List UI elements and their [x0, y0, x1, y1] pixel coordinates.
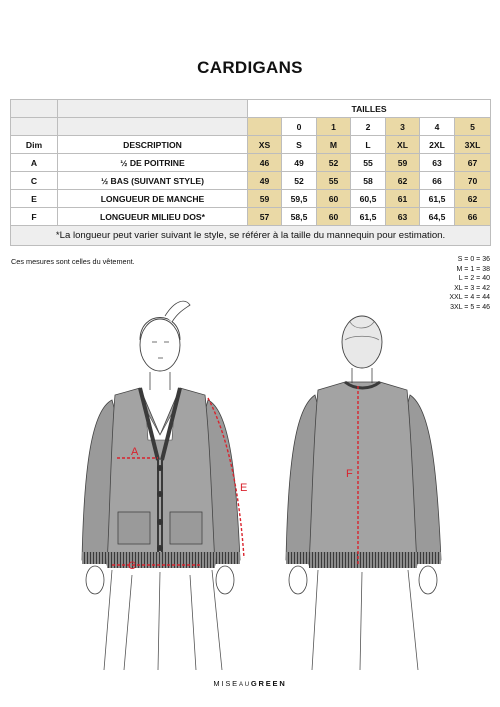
empty-cell	[58, 118, 248, 136]
value-cell: 61	[386, 190, 420, 208]
size-letter: S	[282, 136, 317, 154]
measure-label-c: C	[128, 560, 136, 572]
size-letter: L	[351, 136, 386, 154]
note-row	[11, 226, 491, 246]
empty-cell	[248, 118, 282, 136]
description-cell: LONGUEUR MILIEU DOS*	[58, 208, 248, 226]
value-cell: 60	[317, 208, 351, 226]
size-table	[10, 99, 491, 246]
header-row-letters	[11, 136, 491, 154]
value-cell: 62	[455, 190, 491, 208]
length-note: *La longueur peut varier suivant le style, se référer à la taille du mannequin pour estimation.	[11, 226, 491, 246]
value-cell: 49	[248, 172, 282, 190]
value-cell: 70	[455, 172, 491, 190]
measure-label-e: E	[240, 482, 248, 494]
value-cell: 60	[317, 190, 351, 208]
measure-label-a: A	[131, 446, 139, 458]
value-cell: 63	[420, 154, 455, 172]
conversion-line: M = 1 = 38	[456, 265, 490, 273]
table-row	[11, 154, 491, 172]
value-cell: 66	[420, 172, 455, 190]
value-cell: 62	[386, 172, 420, 190]
value-cell: 57	[248, 208, 282, 226]
table-row	[11, 208, 491, 226]
back-view-figure	[286, 316, 441, 670]
table-row	[11, 190, 491, 208]
value-cell: 59	[248, 190, 282, 208]
value-cell: 46	[248, 154, 282, 172]
empty-cell	[11, 100, 58, 118]
value-cell: 61,5	[351, 208, 386, 226]
description-cell: ½ BAS (SUIVANT STYLE)	[58, 172, 248, 190]
dim-cell: C	[11, 172, 58, 190]
size-number: 5	[455, 118, 491, 136]
value-cell: 60,5	[351, 190, 386, 208]
conversion-line: 3XL = 5 = 46	[450, 303, 490, 311]
value-cell: 55	[317, 172, 351, 190]
page-title: CARDIGANS	[197, 58, 303, 77]
value-cell: 64,5	[420, 208, 455, 226]
size-number: 0	[282, 118, 317, 136]
value-cell: 55	[351, 154, 386, 172]
value-cell: 58	[351, 172, 386, 190]
dim-cell: E	[11, 190, 58, 208]
size-letter: 3XL	[455, 136, 491, 154]
value-cell: 61,5	[420, 190, 455, 208]
size-number: 4	[420, 118, 455, 136]
dim-cell: F	[11, 208, 58, 226]
size-letter: 2XL	[420, 136, 455, 154]
empty-cell	[58, 100, 248, 118]
value-cell: 66	[455, 208, 491, 226]
size-letter: XL	[386, 136, 420, 154]
tailles-header: TAILLES	[248, 100, 491, 118]
size-letter: XS	[248, 136, 282, 154]
value-cell: 67	[455, 154, 491, 172]
size-number: 3	[386, 118, 420, 136]
value-cell: 63	[386, 208, 420, 226]
size-number: 1	[317, 118, 351, 136]
value-cell: 49	[282, 154, 317, 172]
front-view-figure	[82, 301, 240, 670]
empty-cell	[11, 118, 58, 136]
conversion-line: XXL = 4 = 44	[449, 294, 490, 302]
measurement-source-note: Ces mesures sont celles du vêtement.	[11, 257, 135, 266]
brand-logo: MISEAUGREEN	[213, 679, 287, 688]
size-letter: M	[317, 136, 351, 154]
value-cell: 59	[386, 154, 420, 172]
conversion-line: XL = 3 = 42	[454, 284, 490, 292]
value-cell: 52	[317, 154, 351, 172]
table-row	[11, 172, 491, 190]
conversion-line: L = 2 = 40	[458, 275, 490, 283]
measure-label-f: F	[346, 468, 353, 480]
description-cell: LONGUEUR DE MANCHE	[58, 190, 248, 208]
dim-cell: A	[11, 154, 58, 172]
value-cell: 58,5	[282, 208, 317, 226]
header-row-numbers	[11, 118, 491, 136]
cardigan-illustration	[0, 290, 500, 670]
value-cell: 52	[282, 172, 317, 190]
size-number: 2	[351, 118, 386, 136]
description-header: DESCRIPTION	[58, 136, 248, 154]
value-cell: 59,5	[282, 190, 317, 208]
dim-header: Dim	[11, 136, 58, 154]
description-cell: ½ DE POITRINE	[58, 154, 248, 172]
header-row-tailles	[11, 100, 491, 118]
conversion-line: S = 0 = 36	[457, 256, 490, 263]
